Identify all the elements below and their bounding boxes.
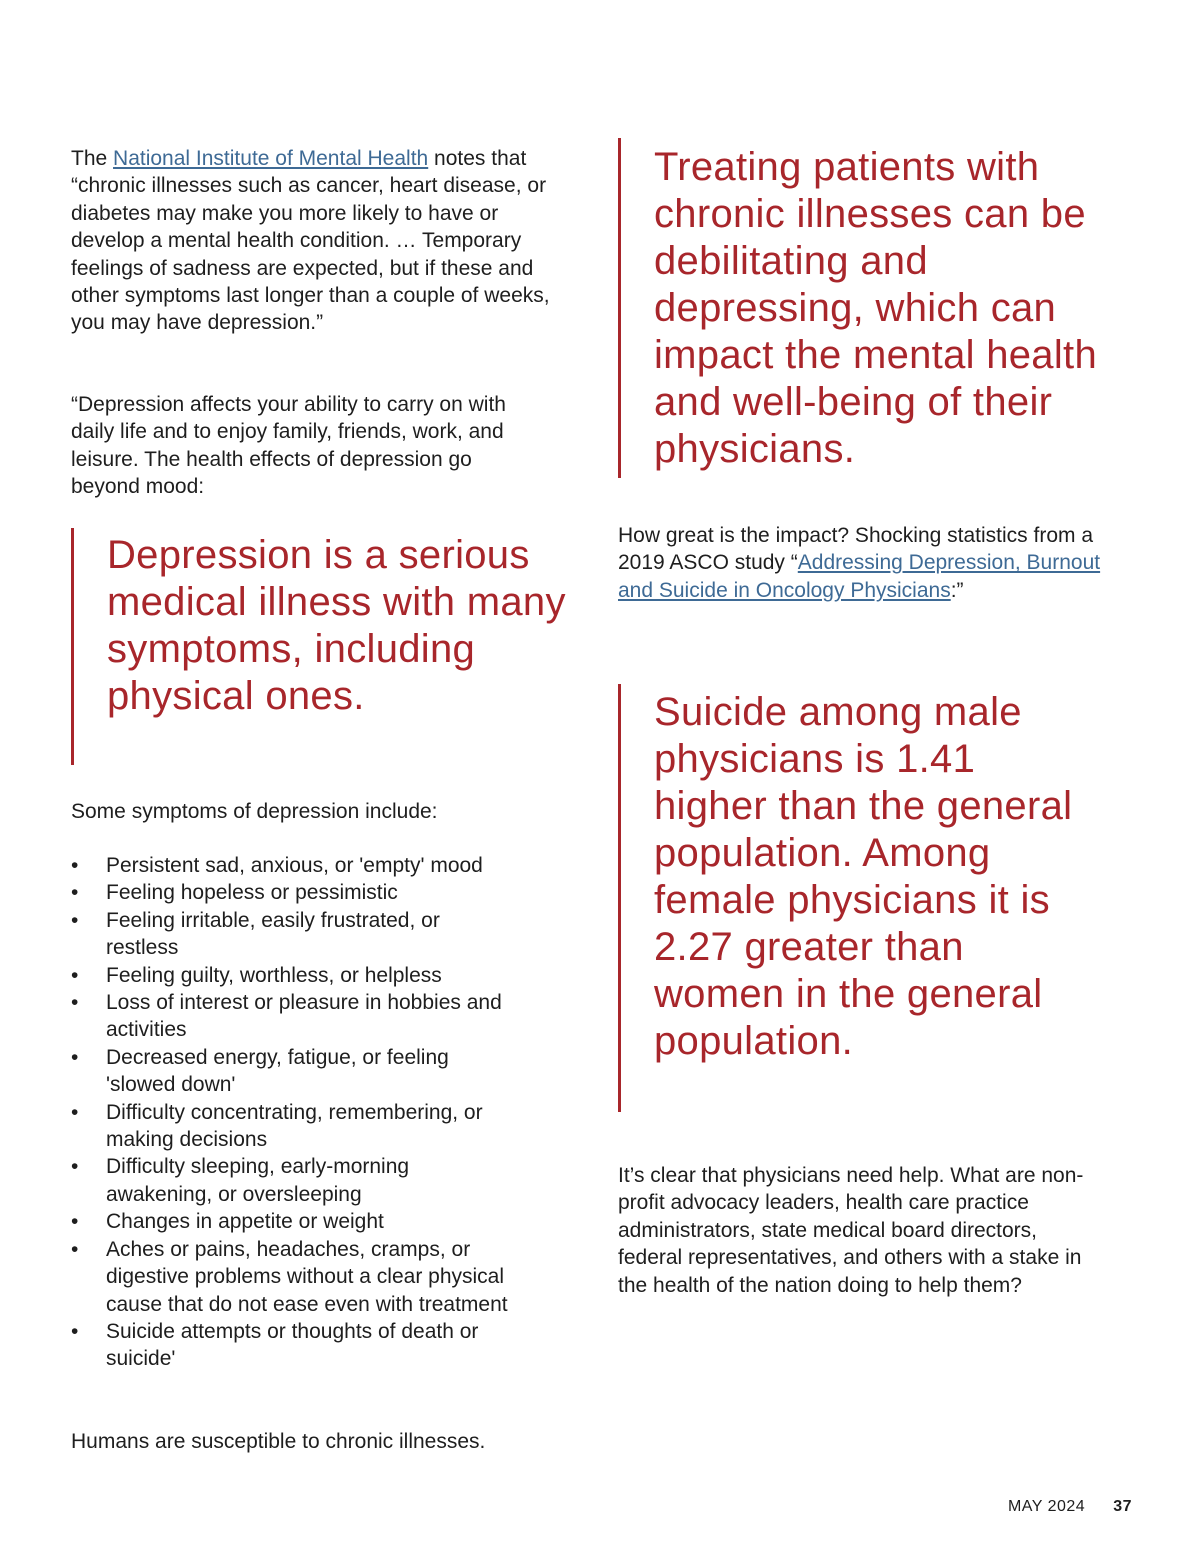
- intro-text-start: The: [71, 147, 114, 170]
- physicians-need-help-paragraph: It’s clear that physicians need help. What are non-profit advocacy leaders, health care practice administrators, state medical board directors, federal representatives, and others with a stake in the health of the nation doing to help them?: [618, 1164, 1084, 1297]
- depression-effects-paragraph: “Depression affects your ability to carry on with daily life and to enjoy family, friends, work, and leisure. The health effects of depression go beyond mood:: [71, 393, 506, 499]
- page-number: 37: [1113, 1498, 1132, 1515]
- pullquote-suicide-statistics-text: Suicide among male physicians is 1.41 higher than the general population. Among female physicians it is 2.27 greater than women in the general population.: [654, 690, 1073, 1063]
- list-item: • Difficulty sleeping, early-morning awakening, or oversleeping: [71, 1153, 551, 1208]
- intro-paragraph: [71, 145, 551, 337]
- list-item: • Decreased energy, fatigue, or feeling 'slowed down': [71, 1044, 551, 1099]
- closing-line: Humans are susceptible to chronic illnesses.: [71, 1430, 486, 1453]
- list-item: • Loss of interest or pleasure in hobbies and activities: [71, 989, 551, 1044]
- intro-text-rest: notes that “chronic illnesses such as cancer, heart disease, or diabetes may make you more likely to have or develop a mental health condition. … Temporary feelings of sadness are expected, but if these and other symptoms last longer than a couple of weeks, you may have depression.”: [71, 147, 550, 335]
- pullquote-treating-patients-text: Treating patients with chronic illnesses can be debilitating and depressing, which can impact the mental health and well-being of their physicians.: [654, 145, 1098, 471]
- pullquote-suicide-statistics: [618, 684, 1124, 1112]
- pullquote-depression-text: Depression is a serious medical illness with many symptoms, including physical ones.: [107, 533, 566, 718]
- list-item: • Feeling hopeless or pessimistic: [71, 879, 551, 906]
- list-item: • Changes in appetite or weight: [71, 1208, 551, 1235]
- list-item: • Suicide attempts or thoughts of death or suicide': [71, 1318, 551, 1373]
- symptoms-list: [71, 852, 551, 1373]
- asco-study-link[interactable]: Addressing Depression, Burnout and Suicide in Oncology Physicians: [618, 551, 1101, 602]
- list-item: • Difficulty concentrating, remembering, or making decisions: [71, 1099, 551, 1154]
- page-footer: [1008, 1498, 1132, 1516]
- pullquote-treating-patients: [618, 138, 1124, 478]
- impact-paragraph: [618, 522, 1103, 604]
- list-item: • Feeling irritable, easily frustrated, or restless: [71, 907, 551, 962]
- nimh-link[interactable]: National Institute of Mental Health: [113, 147, 429, 170]
- list-item: • Feeling guilty, worthless, or helpless: [71, 962, 551, 989]
- issue-date: MAY 2024: [1007, 1498, 1086, 1515]
- symptoms-intro: Some symptoms of depression include:: [71, 800, 438, 823]
- list-item: • Persistent sad, anxious, or 'empty' mood: [71, 852, 551, 879]
- impact-text-end: :”: [950, 578, 964, 602]
- list-item: • Aches or pains, headaches, cramps, or digestive problems without a clear physical cause that do not ease even with treatment: [71, 1236, 551, 1318]
- pullquote-depression: [71, 528, 577, 765]
- impact-text-start: How great is the impact? Shocking statistics from a 2019 ASCO study “: [618, 524, 1094, 575]
